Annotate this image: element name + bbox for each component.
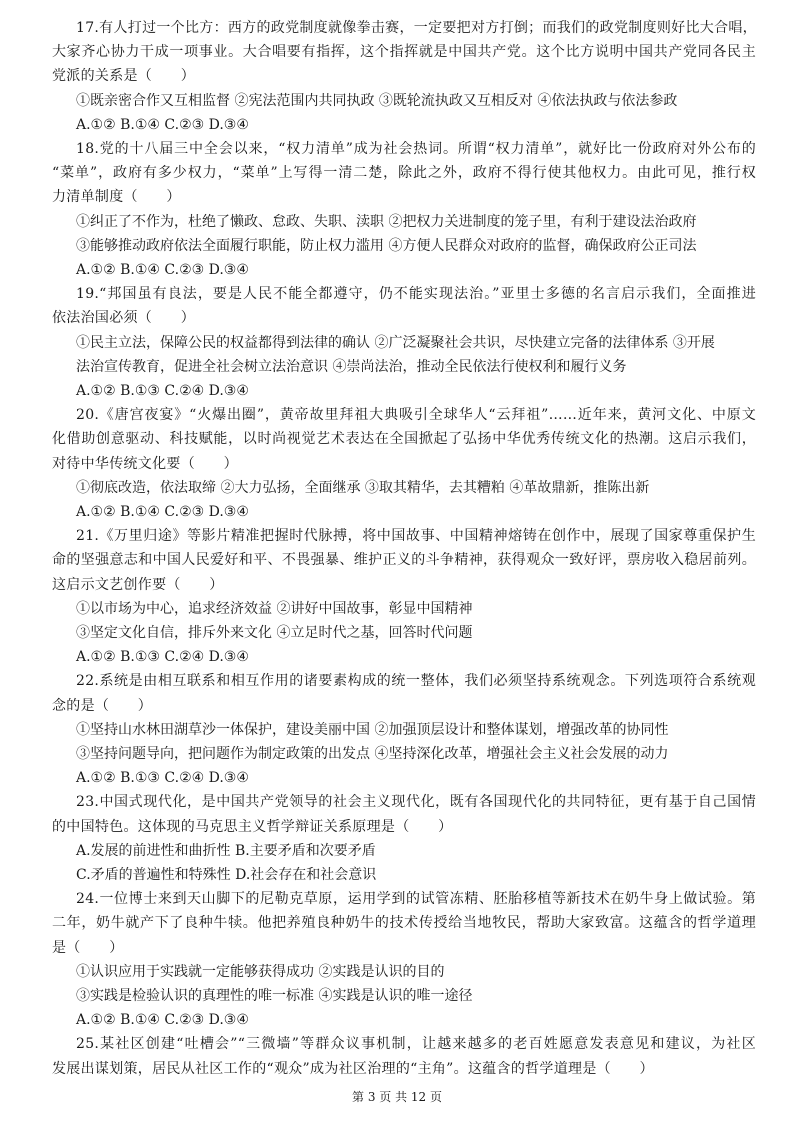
question-stem-line [0,936,794,960]
question-stem-line-text: 是（ ） [52,939,124,956]
question-stem-line-text: 依法治国必须（ ） [52,310,195,327]
answer-choices-text: A.①② B.①③ C.②④ D.③④ [76,770,249,787]
question-option-line [0,960,794,984]
question-option-line [0,355,794,379]
question-option-line-text: C.矛盾的普遍性和特殊性 D.社会存在和社会意识 [76,867,377,883]
question-stem-line [0,403,794,427]
question-stem-line-text: 21.《万里归途》等影片精准把握时代脉搏，将中国故事、中国精神熔铸在创作中，展现了国家尊重保护生 [76,528,756,545]
question-stem-line [0,1057,794,1081]
question-stem-line-text: 24.一位博士来到天山脚下的尼勒克草原，运用学到的试管冻精、胚胎移植等新技术在奶牛身上做试验。第 [76,891,756,908]
question-stem-line [0,524,794,548]
question-stem-line-text: “菜单”，政府有多少权力，“菜单”上写得一清二楚，除此之外，政府不得行使其他权力。由此可见，推行权 [52,165,756,182]
question-stem-line-text: 对待中华传统文化要（ ） [52,455,238,472]
question-option-line [0,863,794,887]
question-option-line-text: ③坚定文化自信，排斥外来文化 ④立足时代之基，回答时代问题 [76,625,473,641]
question-option-line-text: ①既亲密合作又互相监督 ②宪法范围内共同执政 ③既轮流执政又互相反对 ④依法执政与依法参政 [76,92,678,109]
question-option-line-text: ①纠正了不作为，杜绝了懒政、怠政、失职、渎职 ②把权力关进制度的笼子里，有利于建设法治政府 [76,213,697,230]
question-stem-line [0,790,794,814]
question-stem-line-text: 22.系统是由相互联系和相互作用的诸要素构成的统一整体，我们必须坚持系统观念。下列选项符合系统观 [76,673,756,690]
question-option-line [0,718,794,742]
question-option-line-text: ③坚持问题导向，把问题作为制定政策的出发点 ④坚持深化改革，增强社会主义社会发展的动力 [76,746,669,762]
question-stem-line [0,427,794,451]
question-stem-line-text: 19.“邦国虽有良法，要是人民不能全都遵守，仍不能实现法治。”亚里士多德的名言启示我们，全面推进 [76,286,756,303]
page-footer: 第 3 页 共 12 页 [352,1090,442,1104]
question-stem-line-text: 大家齐心协力干成一项事业。大合唱要有指挥，这个指挥就是中国共产党。这个比方说明中国共产党同各民主 [52,44,756,61]
answer-choices [0,500,794,524]
question-stem-line-text: 17.有人打过一个比方：西方的政党制度就像拳击赛，一定要把对方打倒；而我们的政党制度则好比大合唱， [76,20,757,36]
question-stem-line-text: 这启示文艺创作要（ ） [52,576,224,593]
question-option-line [0,597,794,621]
question-stem-line [0,40,794,64]
question-option-line [0,984,794,1008]
question-stem-line [0,887,794,911]
question-option-line-text: ①以市场为中心，追求经济效益 ②讲好中国故事，彰显中国精神 [76,600,473,617]
answer-choices-text: A.①② B.①④ C.②③ D.③④ [76,116,249,133]
question-stem-line [0,694,794,718]
answer-choices [0,258,794,282]
question-stem-line [0,669,794,693]
question-stem-line [0,911,794,935]
answer-choices-text: A.①② B.①④ C.②③ D.③④ [76,262,249,278]
question-stem-line-text: 力清单制度（ ） [52,189,181,206]
answer-choices-text: A.①② B.①③ C.②④ D.③④ [76,383,249,399]
answer-choices [0,1008,794,1032]
question-stem-line-text: 化借助创意驱动、科技赋能，以时尚视觉艺术表达在全国掀起了弘扬中华优秀传统文化的热潮。这启示我们， [52,431,756,448]
question-option-line-text: ①坚持山水林田湖草沙一体保护，建设美丽中国 ②加强顶层设计和整体谋划，增强改革的协同性 [76,721,669,738]
answer-choices [0,379,794,403]
question-stem-line-text: 念的是（ ） [52,697,153,714]
question-stem-line [0,306,794,330]
question-stem-line-text: 18.党的十八届三中全会以来，“权力清单”成为社会热词。所谓“权力清单”，就好比一份政府对外公布的 [76,141,756,157]
answer-choices [0,113,794,137]
question-option-line-text: A.发展的前进性和曲折性 B.主要矛盾和次要矛盾 [76,842,376,859]
question-stem-line-text: 25.某社区创建“吐槽会”“三微墙”等群众议事机制，让越来越多的老百姓愿意发表意见和建议，为社区 [76,1036,756,1053]
question-option-line-text: ①认识应用于实践就一定能够获得成功 ②实践是认识的目的 [76,963,445,980]
question-option-line-text: ③实践是检验认识的真理性的唯一标准 ④实践是认识的唯一途径 [76,988,473,1004]
answer-choices-text: A.①② B.①④ C.②③ D.③④ [76,504,249,520]
question-stem-line [0,282,794,306]
question-stem-line-text: 命的坚强意志和中国人民爱好和平、不畏强暴、维护正义的斗争精神，获得观众一致好评，票房收入稳居前列。 [52,552,756,569]
question-option-line-text: ③能够推动政府依法全面履行职能，防止权力滥用 ④方便人民群众对政府的监督，确保政府公正司法 [76,237,697,254]
answer-choices-text: A.①② B.①③ C.②④ D.③④ [76,649,249,666]
question-stem-line [0,1032,794,1056]
question-stem-line [0,573,794,597]
question-stem-line [0,185,794,209]
question-stem-line [0,16,794,40]
question-option-line [0,476,794,500]
question-stem-line [0,137,794,161]
question-option-line [0,331,794,355]
question-option-line [0,89,794,113]
answer-choices [0,645,794,669]
question-option-line [0,621,794,645]
question-stem-line-text: 发展出谋划策，居民从社区工作的“观众”成为社区治理的“主角”。这蕴含的哲学道理是（ ） [52,1060,654,1077]
question-option-line-text: ①民主立法，保障公民的权益都得到法律的确认 ②广泛凝聚社会共识，尽快建立完备的法律体系 ③开展 [76,334,715,351]
question-stem-line-text: 党派的关系是（ ） [52,68,195,85]
question-stem-line [0,64,794,88]
question-stem-line-text: 的中国特色。这体现的马克思主义哲学辩证关系原理是（ ） [52,818,453,835]
question-option-line [0,742,794,766]
question-option-line [0,839,794,863]
question-stem-line [0,452,794,476]
question-stem-line-text: 20.《唐宫夜宴》“火爆出圈”，黄帝故里拜祖大典吸引全球华人“云拜祖”……近年来，黄河文化、中原文 [76,407,756,424]
question-option-line [0,210,794,234]
answer-choices [0,766,794,790]
question-stem-line-text: 二年，奶牛就产下了良种牛犊。他把养殖良种奶牛的技术传授给当地牧民，帮助大家致富。这蕴含的哲学道理 [52,915,756,932]
question-option-line [0,234,794,258]
question-option-line-text: ①彻底改造，依法取缔 ②大力弘扬，全面继承 ③取其精华，去其糟粕 ④革故鼎新，推陈出新 [76,479,650,496]
question-option-line-text: 法治宣传教育，促进全社会树立法治意识 ④崇尚法治，推动全民依法行使权利和履行义务 [76,358,627,375]
question-stem-line [0,815,794,839]
question-stem-line-text: 23.中国式现代化，是中国共产党领导的社会主义现代化，既有各国现代化的共同特征，更有基于自己国情 [76,794,756,811]
question-stem-line [0,548,794,572]
answer-choices-text: A.①② B.①④ C.②③ D.③④ [76,1012,249,1029]
question-stem-line [0,161,794,185]
